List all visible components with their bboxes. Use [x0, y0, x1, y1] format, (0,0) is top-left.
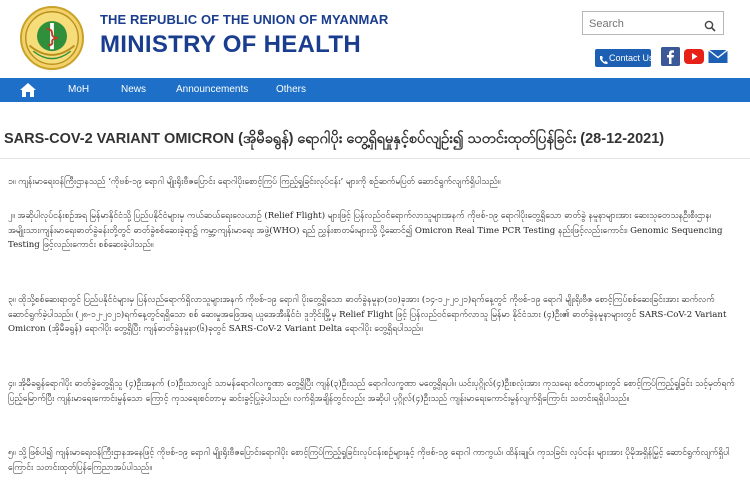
site-title — [100, 12, 388, 59]
nav-item-moh[interactable]: MoH — [68, 84, 90, 95]
facebook-icon[interactable] — [661, 47, 680, 66]
contact-us-label: Contact Us — [609, 53, 654, 63]
youtube-icon[interactable] — [684, 47, 704, 66]
nav-item-announcements[interactable]: Announcements — [176, 84, 249, 95]
nav-item-news[interactable]: News — [121, 84, 147, 95]
article-title: SARS-COV-2 VARIANT OMICRON (အိုမီခရွန်) ရောဂါပိုး တွေ့ရှိရမှုနှင့်စပ်လျဉ်း၍ သတင်းထုတ်ပြန်ခြင်း (28-12-2021) — [4, 131, 665, 147]
home-icon[interactable] — [19, 82, 37, 98]
main-navbar — [0, 78, 750, 102]
search-input[interactable] — [589, 14, 699, 34]
article-paragraph-5: ၅။ သို့ဖြစ်ပါ၍ ကျန်းမာရေးဝန်ကြီးဌာနအနေဖြင့် ကိုဗစ်-၁၉ ရောဂါ မျိုးရိုးဗီဇပြောင်းရောဂါပိုး စောင့်ကြပ်ကြည့်ရှုခြင်းလုပ်ငန်းစဉ်များနှင့် ကိုဗစ်-၁၉ ရောဂါ ကာကွယ်၊ ထိန်းချုပ်၊ ကုသခြင်း လုပ်ငန်း များအား ပိုမိုအရှိန်မြှင့် ဆောင်ရွက်လျက်ရှိပါကြောင်း သတင်းထုတ်ပြန်ကြေညာအပ်ပါသည်။ — [8, 448, 730, 473]
article-paragraph-4: ၄။ အိုမီခရွန်ရောဂါပိုး ဓာတ်ခွဲတွေ့ရှိသူ (၄)ဦးအနက် (၁)ဦးသာလျှင် သာမန်ရောဂါလက္ခဏာ တွေ့ရှိပြီး ကျန်(၃)ဦးသည် ရောဂါလက္ခဏာ မတွေ့ရှိရပါ။ ယင်းပုဂ္ဂိုလ်(၄)ဦးစလုံးအား ကုသရေး စင်တာများတွင် စောင့်ကြပ်ကြည့်ရှုခြင်း သင့်မှတ်ရက်ပြည့်မြောက်ပြီး ကျန်းမာရေးကောင်းမွန်သော ကြောင့် ကုသရေးစင်တာမှ ဆင်းခွင့်ပြုခဲ့ပါသည်။ လက်ရှိအချိန်တွင်လည်း အဆိုပါ ပုဂ္ဂိုလ်(၄)ဦးသည် ကျန်းမာရေးကောင်းမွန်လျက်ရှိကြောင်း သတင်းရရှိပါသည်။ — [8, 379, 735, 404]
republic-title: THE REPUBLIC OF THE UNION OF MYANMAR — [100, 12, 389, 27]
mail-icon[interactable] — [708, 47, 728, 66]
ministry-title: MINISTRY OF HEALTH — [100, 31, 361, 58]
phone-icon — [599, 53, 608, 71]
article-paragraph-1: ၁။ ကျန်းမာရေးဝန်ကြီးဌာနသည် ‘ကိုဗစ်-၁၉ ရောဂါ မျိုးရိုးဗီဇပြောင်း ရောဂါပိုးစောင့်ကြပ် ကြည့်ရှုခြင်းလုပ်ငန်း’ များကို စဉ်ဆက်မပြတ် ဆောင်ရွက်လျက်ရှိပါသည်။ — [8, 177, 501, 187]
site-header — [0, 0, 750, 78]
article-paragraph-3: ၃။ ထိုသို့စစ်ဆေးရာတွင် ပြည်ပနိုင်ငံများမှ ပြန်လည်ရောက်ရှိလာသူများအနက် ကိုဗစ်-၁၉ ရောဂါ ပိုးတွေ့ရှိသော ဓာတ်ခွဲနမူနာ(၁၀)ခုအား (၁၄-၁၂-၂၀၂၁)ရက်နေ့တွင် ကိုဗစ်-၁၉ ရောဂါ မျိုးရိုးဗီဇ စောင့်ကြပ်စစ်ဆေးခြင်းအား ဆက်လက်ဆောင်ရွက်ခဲ့ပါသည်။ (၂၈-၁၂-၂၀၂၁)ရက်နေ့တွင်ရရှိသော စစ် ဆေးမှုအဖြေအရ ယူအေအီးနိုင်ငံ၊ ဒူဘိုင်းမြို့မှ Relief Flight ဖြင့် ပြန်လည်ဝင်ရောက်လာသူ မြန်မာ နိုင်ငံသား (၄)ဦး၏ ဓာတ်ခွဲနမူနာများတွင် SARS-CoV-2 Variant Omicron (အိုမီခရွန်) ရောဂါပိုး တွေ့ရှိပြီး ကျန်ဓာတ်ခွဲနမူနာ(၆)ခုတွင် SARS-CoV-2 Variant Delta ရောဂါပိုး တွေ့ရှိရပါသည်။ — [8, 295, 727, 334]
ministry-emblem-logo[interactable] — [20, 6, 84, 70]
title-divider — [0, 158, 750, 159]
search-box — [582, 11, 724, 35]
article-paragraph-2: ၂။ အဆိုပါလုပ်ငန်းစဉ်အရ မြန်မာနိုင်ငံသို့ ပြည်ပနိုင်ငံများမှ ကယ်ဆယ်ရေးလေယာဉ် (Relief Flight) များဖြင့် ပြန်လည်ဝင်ရောက်လာသူများအနက် ကိုဗစ်-၁၉ ရောဂါပိုးတွေ့ရှိသော ဓာတ်ခွဲ နမူနာများအား ဆေးသုတေသနဦးစီးဌာန၊ အမျိုးသားကျန်းမာရေးဓာတ်ခွဲခန်းတို့တွင် ဓာတ်ခွဲစစ်ဆေးခဲ့ရာ၌ ကမ္ဘာ့ကျန်းမာရေး အဖွဲ့(WHO) ရည် ညွှန်းစာတမ်းများသို့ ပို့ဆောင်၍ Omicron Real Time PCR Testing နည်းဖြင့်လည်းကောင်း၊ Genomic Sequencing Testing ဖြင့်လည်းကောင်း စစ်ဆေးခဲ့ပါသည်။ — [8, 211, 723, 250]
search-icon[interactable] — [704, 17, 716, 36]
nav-item-others[interactable]: Others — [276, 84, 307, 95]
contact-us-button[interactable] — [595, 49, 654, 67]
